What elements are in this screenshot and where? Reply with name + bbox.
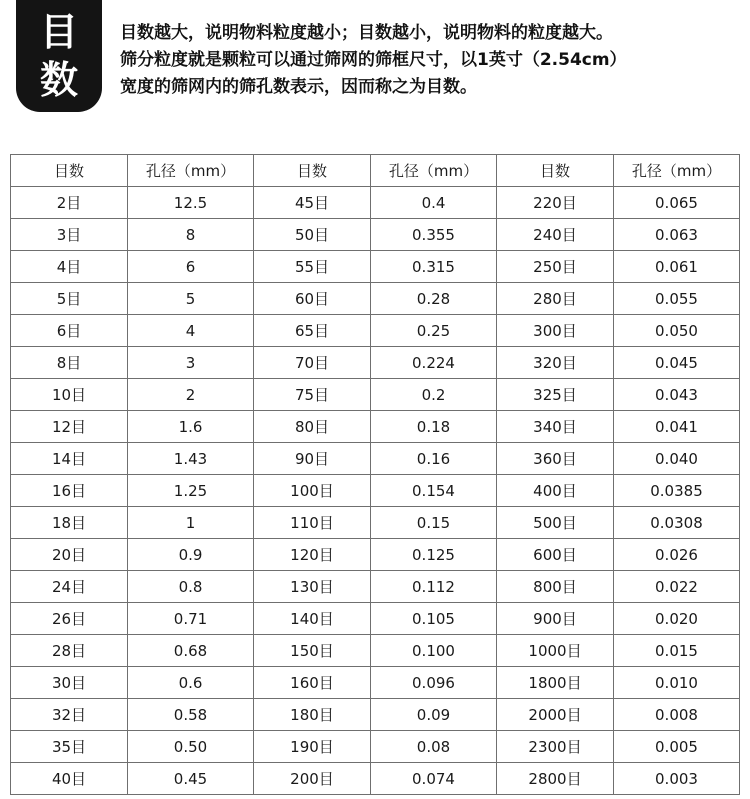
mesh-cell: 16目 (11, 475, 128, 507)
aperture-cell: 0.18 (371, 411, 497, 443)
aperture-cell: 0.0308 (614, 507, 740, 539)
aperture-cell: 0.008 (614, 699, 740, 731)
table-row (11, 603, 740, 635)
table-row (11, 571, 740, 603)
intro-line-2: 筛分粒度就是颗粒可以通过筛网的筛框尺寸，以1英寸（2.54cm） (120, 50, 627, 70)
mesh-size-table (10, 154, 740, 795)
mesh-cell: 360目 (497, 443, 614, 475)
mesh-cell: 160目 (254, 667, 371, 699)
aperture-cell: 0.6 (128, 667, 254, 699)
mesh-cell: 10目 (11, 379, 128, 411)
table-row (11, 251, 740, 283)
aperture-cell: 0.005 (614, 731, 740, 763)
mesh-cell: 55目 (254, 251, 371, 283)
table-row (11, 475, 740, 507)
table-row (11, 443, 740, 475)
column-header: 目数 (497, 155, 614, 187)
aperture-cell: 0.08 (371, 731, 497, 763)
aperture-cell: 0.074 (371, 763, 497, 795)
table-row (11, 219, 740, 251)
aperture-cell: 4 (128, 315, 254, 347)
aperture-cell: 0.096 (371, 667, 497, 699)
mesh-cell: 400目 (497, 475, 614, 507)
aperture-cell: 0.15 (371, 507, 497, 539)
aperture-cell: 0.040 (614, 443, 740, 475)
mesh-cell: 2目 (11, 187, 128, 219)
mesh-cell: 2800目 (497, 763, 614, 795)
mesh-cell: 1800目 (497, 667, 614, 699)
aperture-cell: 0.16 (371, 443, 497, 475)
mesh-cell: 500目 (497, 507, 614, 539)
mesh-cell: 325目 (497, 379, 614, 411)
aperture-cell: 0.4 (371, 187, 497, 219)
mesh-cell: 130目 (254, 571, 371, 603)
aperture-cell: 0.9 (128, 539, 254, 571)
mesh-cell: 90目 (254, 443, 371, 475)
mesh-cell: 220目 (497, 187, 614, 219)
aperture-cell: 2 (128, 379, 254, 411)
aperture-cell: 0.015 (614, 635, 740, 667)
aperture-cell: 0.68 (128, 635, 254, 667)
aperture-cell: 1.43 (128, 443, 254, 475)
aperture-cell: 0.09 (371, 699, 497, 731)
mesh-cell: 140目 (254, 603, 371, 635)
intro-line-3: 宽度的筛网内的筛孔数表示，因而称之为目数。 (120, 77, 477, 97)
mesh-cell: 2000目 (497, 699, 614, 731)
aperture-cell: 0.050 (614, 315, 740, 347)
mesh-cell: 2300目 (497, 731, 614, 763)
aperture-cell: 0.50 (128, 731, 254, 763)
mesh-cell: 4目 (11, 251, 128, 283)
aperture-cell: 0.28 (371, 283, 497, 315)
aperture-cell: 3 (128, 347, 254, 379)
table-row (11, 379, 740, 411)
mesh-cell: 250目 (497, 251, 614, 283)
aperture-cell: 0.100 (371, 635, 497, 667)
mesh-cell: 18目 (11, 507, 128, 539)
table-row (11, 539, 740, 571)
mesh-cell: 35目 (11, 731, 128, 763)
aperture-cell: 0.061 (614, 251, 740, 283)
mesh-cell: 900目 (497, 603, 614, 635)
title-char-2: 数 (39, 58, 78, 102)
aperture-cell: 0.58 (128, 699, 254, 731)
column-header: 孔径（mm） (371, 155, 497, 187)
table-row (11, 699, 740, 731)
mesh-cell: 75目 (254, 379, 371, 411)
aperture-cell: 8 (128, 219, 254, 251)
column-header: 目数 (11, 155, 128, 187)
mesh-cell: 800目 (497, 571, 614, 603)
aperture-cell: 0.224 (371, 347, 497, 379)
mesh-cell: 300目 (497, 315, 614, 347)
aperture-cell: 0.0385 (614, 475, 740, 507)
table-row (11, 187, 740, 219)
mesh-cell: 45目 (254, 187, 371, 219)
mesh-cell: 600目 (497, 539, 614, 571)
table-header-row (11, 155, 740, 187)
mesh-cell: 320目 (497, 347, 614, 379)
aperture-cell: 0.043 (614, 379, 740, 411)
column-header: 目数 (254, 155, 371, 187)
title-char-1: 目 (39, 10, 78, 54)
table-row (11, 635, 740, 667)
mesh-cell: 100目 (254, 475, 371, 507)
mesh-cell: 8目 (11, 347, 128, 379)
aperture-cell: 0.045 (614, 347, 740, 379)
mesh-cell: 70目 (254, 347, 371, 379)
aperture-cell: 12.5 (128, 187, 254, 219)
mesh-cell: 110目 (254, 507, 371, 539)
mesh-cell: 120目 (254, 539, 371, 571)
aperture-cell: 1.6 (128, 411, 254, 443)
aperture-cell: 0.010 (614, 667, 740, 699)
aperture-cell: 0.105 (371, 603, 497, 635)
table-row (11, 411, 740, 443)
mesh-cell: 240目 (497, 219, 614, 251)
mesh-cell: 32目 (11, 699, 128, 731)
mesh-cell: 26目 (11, 603, 128, 635)
aperture-cell: 0.065 (614, 187, 740, 219)
mesh-cell: 340目 (497, 411, 614, 443)
table-row (11, 347, 740, 379)
aperture-cell: 0.063 (614, 219, 740, 251)
intro-line-1: 目数越大，说明物料粒度越小；目数越小，说明物料的粒度越大。 (120, 23, 613, 43)
aperture-cell: 0.25 (371, 315, 497, 347)
aperture-cell: 5 (128, 283, 254, 315)
table-header (11, 155, 740, 187)
aperture-cell: 0.355 (371, 219, 497, 251)
aperture-cell: 0.022 (614, 571, 740, 603)
aperture-cell: 1 (128, 507, 254, 539)
column-header: 孔径（mm） (128, 155, 254, 187)
aperture-cell: 0.055 (614, 283, 740, 315)
mesh-cell: 30目 (11, 667, 128, 699)
aperture-cell: 0.003 (614, 763, 740, 795)
mesh-cell: 190目 (254, 731, 371, 763)
mesh-cell: 6目 (11, 315, 128, 347)
table-row (11, 315, 740, 347)
intro-text (120, 20, 748, 101)
table-body (11, 187, 740, 795)
aperture-cell: 0.315 (371, 251, 497, 283)
mesh-cell: 200目 (254, 763, 371, 795)
mesh-cell: 20目 (11, 539, 128, 571)
aperture-cell: 0.8 (128, 571, 254, 603)
mesh-cell: 50目 (254, 219, 371, 251)
mesh-cell: 5目 (11, 283, 128, 315)
column-header: 孔径（mm） (614, 155, 740, 187)
mesh-cell: 40目 (11, 763, 128, 795)
aperture-cell: 0.125 (371, 539, 497, 571)
table-row (11, 507, 740, 539)
mesh-cell: 1000目 (497, 635, 614, 667)
mesh-cell: 14目 (11, 443, 128, 475)
mesh-cell: 150目 (254, 635, 371, 667)
mesh-cell: 180目 (254, 699, 371, 731)
aperture-cell: 1.25 (128, 475, 254, 507)
table-row (11, 667, 740, 699)
mesh-cell: 3目 (11, 219, 128, 251)
aperture-cell: 0.026 (614, 539, 740, 571)
mesh-cell: 280目 (497, 283, 614, 315)
aperture-cell: 0.041 (614, 411, 740, 443)
mesh-cell: 65目 (254, 315, 371, 347)
aperture-cell: 0.020 (614, 603, 740, 635)
mesh-cell: 12目 (11, 411, 128, 443)
aperture-cell: 0.71 (128, 603, 254, 635)
aperture-cell: 0.154 (371, 475, 497, 507)
aperture-cell: 6 (128, 251, 254, 283)
table-row (11, 763, 740, 795)
table-row (11, 731, 740, 763)
mesh-cell: 24目 (11, 571, 128, 603)
mesh-cell: 80目 (254, 411, 371, 443)
table-row (11, 283, 740, 315)
aperture-cell: 0.45 (128, 763, 254, 795)
mesh-cell: 28目 (11, 635, 128, 667)
title-badge (16, 0, 102, 112)
aperture-cell: 0.112 (371, 571, 497, 603)
aperture-cell: 0.2 (371, 379, 497, 411)
mesh-cell: 60目 (254, 283, 371, 315)
